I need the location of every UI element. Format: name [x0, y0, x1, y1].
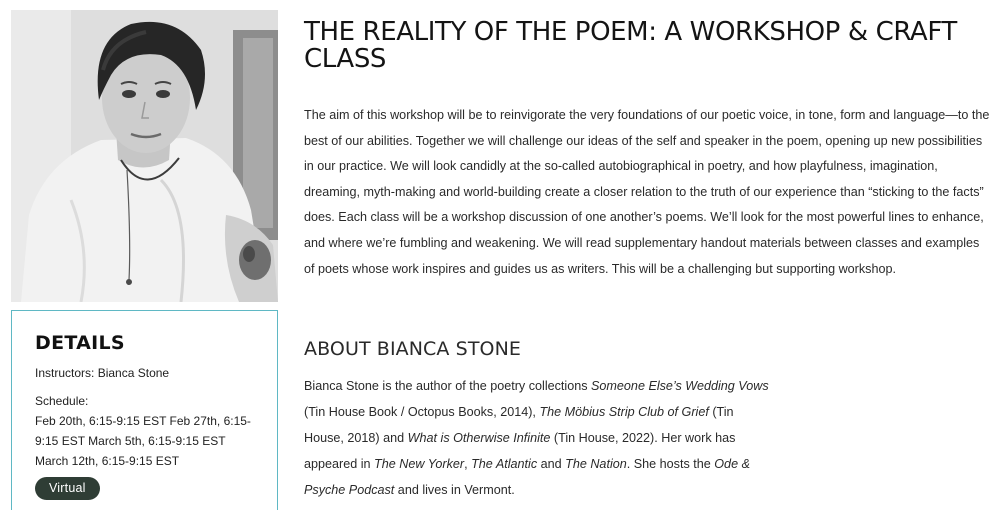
instructor-name: Bianca Stone [97, 366, 170, 380]
bio-text: (Tin House Book / Octopus Books, 2014), [304, 405, 540, 419]
book-title: The Möbius Strip Club of Grief [539, 405, 709, 419]
workshop-title: THE REALITY OF THE POEM: A WORKSHOP & CRAFT CLASS [304, 17, 957, 74]
details-heading: DETAILS [35, 332, 125, 354]
bio-text: and lives in Vermont. [394, 483, 515, 497]
format-badge-virtual: Virtual [35, 477, 100, 500]
bio-text: and [537, 457, 566, 471]
publication-title: The Nation [565, 457, 627, 471]
publication-title: The New Yorker [374, 457, 465, 471]
podcast-title: Ode & Psyche Podcast [304, 457, 750, 497]
bio-text: , [464, 457, 472, 471]
book-title: Someone Else’s Wedding Vows [591, 379, 769, 393]
schedule-label: Schedule: [35, 394, 89, 408]
instructor-bio [304, 373, 769, 503]
portrait-image [11, 10, 278, 302]
bio-text: . She hosts the [626, 457, 715, 471]
about-heading: ABOUT BIANCA STONE [304, 338, 521, 360]
bio-text: (Tin House, 2018) and [304, 405, 734, 445]
instructor-photo [11, 10, 278, 302]
bio-text: Bianca Stone is the author of the poetry collections [304, 379, 592, 393]
publication-title: The Atlantic [471, 457, 538, 471]
bio-text: (Tin House, 2022). Her work has appeared in [304, 431, 736, 471]
instructors-line [35, 363, 253, 383]
workshop-description: The aim of this workshop will be to reinvigorate the very foundations of our poetic voice, in tone, form and language—to the best of our abilities. Together we will challenge our ideas of the self and speaker in the poem, opening up new possibilities in our practice. We will look candidly at the so-called autobiographical in poetry, and how playfulness, imagination, dreaming, myth-making and world-building create a closer relation to the truth of our experience than “sticking to the facts” does. Each class will be a workshop discussion of one another’s poems. We’ll look for the most powerful lines to enhance, and where we’re fumbling and weakening. We will read supplementary handout materials between classes and examples of poets whose work inspires and guides us as writers. This will be a challenging but supporting workshop. [304, 108, 990, 276]
schedule-dates: Feb 20th, 6:15-9:15 EST Feb 27th, 6:15-9:15 EST March 5th, 6:15-9:15 EST March 12th, 6:15-9:15 EST [35, 414, 251, 468]
book-title: What is Otherwise Infinite [407, 431, 551, 445]
details-panel [11, 310, 278, 510]
instructors-label: Instructors: [35, 366, 95, 380]
